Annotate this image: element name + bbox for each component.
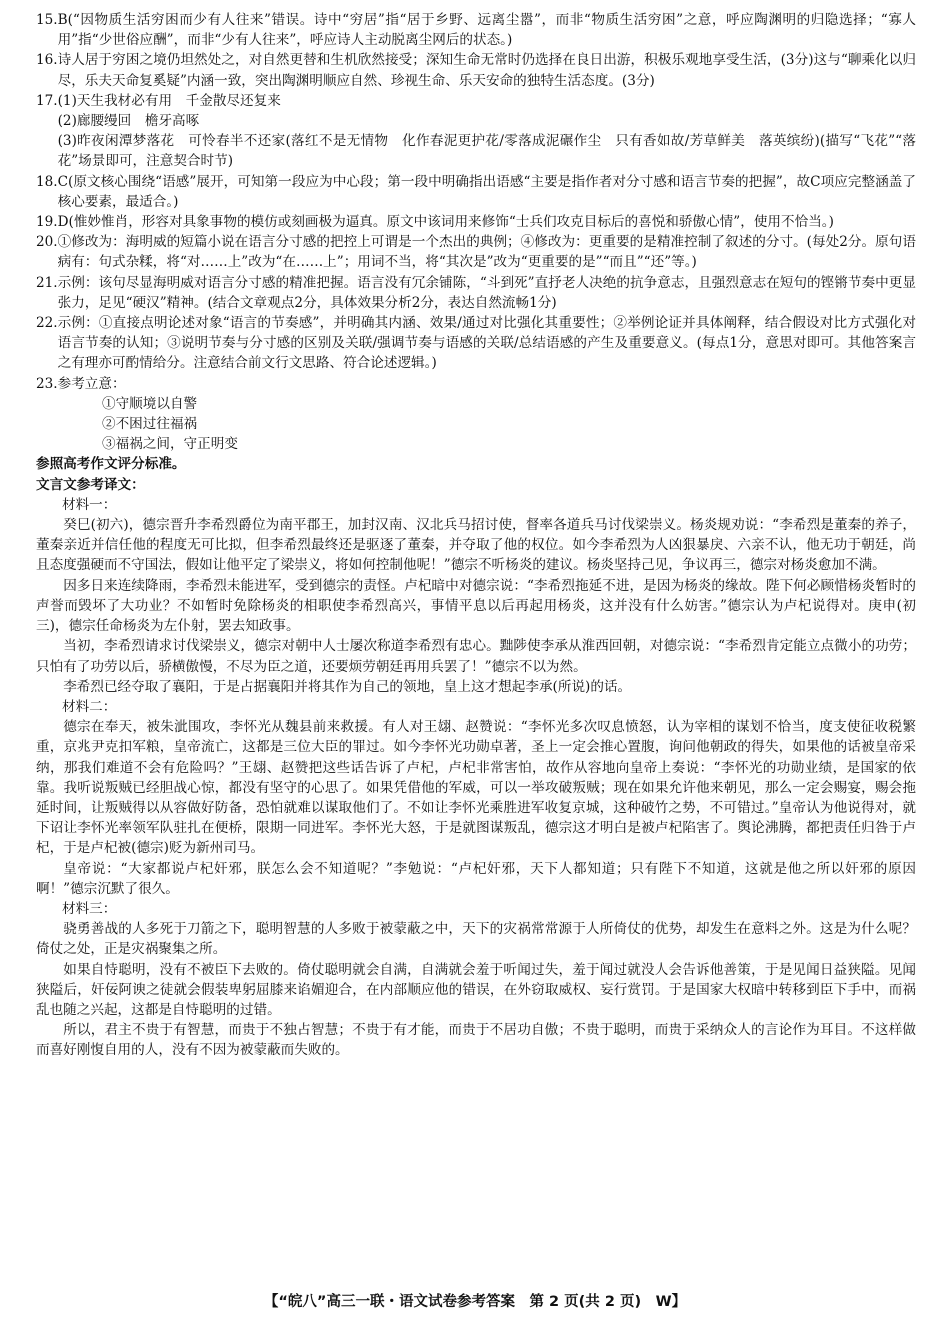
answer-text: ①修改为：海明威的短篇小说在语言分寸感的把控上可谓是一个杰出的典例；④修改为：更重要的是精准控制了叙述的分寸。(每处2分。原句语病有：句式杂糅，将“对……上”改为“在……上”；用词不当，将“其次是”改为“更重要的是”“而且”“还”等。) [57, 234, 916, 271]
criteria-heading: 参照高考作文评分标准。 [36, 456, 186, 473]
translation-paragraph: 因多日来连续降雨，李希烈未能进军，受到德宗的责怪。卢杞暗中对德宗说：“李希烈拖延不进，是因为杨炎的缘故。陛下何必顾惜杨炎暂时的声誉而毁坏了大功业？不如暂时免除杨炎的相职使李希烈高兴，事情平息以后再起用杨炎，这并没有什么妨害。”德宗认为卢杞说得对。庚申(初三)，德宗任命杨炎为左仆射，罢去知政事。 [36, 577, 916, 635]
answer-number: 16. [36, 52, 58, 69]
answer-text: C(原文核心围绕“语感”展开，可知第一段应为中心段；第一段中明确指出语感“主要是指作者对分寸感和语言节奏的把握”，故C项应完整涵盖了核心要素，最适合。) [57, 173, 916, 210]
answer-16 [36, 50, 916, 90]
translation-paragraph: 当初，李希烈请求讨伐梁崇义，德宗对朝中人士屡次称道李希烈有忠心。黜陟使李承从淮西回朝，对德宗说：“李希烈肯定能立点微小的功劳；只怕有了功劳以后，骄横傲慢，不尽为臣之道，还要烦劳朝廷再用兵罢了！”德宗不以为然。 [36, 638, 916, 675]
answer-number: 20. [36, 234, 58, 251]
answer-number: 18. [36, 173, 58, 190]
answer-page [36, 10, 916, 1061]
translation-paragraph: 癸巳(初六)，德宗晋升李希烈爵位为南平郡王，加封汉南、汉北兵马招讨使，督率各道兵马讨伐梁崇义。杨炎规劝说：“李希烈是董秦的养子，董秦亲近并信任他的程度无可比拟，但李希烈最终还是驱逐了董秦，并夺取了他的权位。如今李希烈为人凶狠暴戾、六亲不认，他无功于朝廷，尚且态度强硬而不守国法，假如让他平定了梁崇义，将如何控制他呢！”德宗不听杨炎的建议。杨炎坚持己见，争议再三，德宗对杨炎愈加不满。 [36, 517, 916, 574]
answer-20 [36, 232, 916, 272]
translation-paragraph: 所以，君主不贵于有智慧，而贵于不独占智慧；不贵于有才能，而贵于不居功自傲；不贵于聪明，而贵于采纳众人的言论作为耳目。不这样做而喜好刚愎自用的人，没有不因为被蒙蔽而失败的。 [36, 1022, 916, 1059]
translation-paragraph: 李希烈已经夺取了襄阳，于是占据襄阳并将其作为自己的领地，皇上这才想起李承(所说)的话。 [63, 678, 632, 695]
answer-text: 参考立意： [57, 375, 126, 392]
material-label: 材料三： [62, 900, 117, 917]
answer-text: 示例：①直接点明论述对象“语言的节奏感”，并明确其内涵、效果/通过对比强化其重要性；②举例论证并具体阐释，结合假设对比方式强化对语言节奏的认知；③说明节奏与分寸感的区别及关联/强调节奏与语感的关联/总结语感的产生及重要意义。(每点1分，意思对即可。其他答案言之有理亦可酌情给分。注意结合前文行文思路、符合论述逻辑。) [57, 315, 916, 372]
answer-18 [36, 172, 916, 212]
answer-17 [36, 91, 916, 172]
translation-heading: 文言文参考译文： [36, 476, 145, 493]
material-label: 材料二： [62, 698, 117, 715]
translation-paragraph: 皇帝说：“大家都说卢杞奸邪，朕怎么会不知道呢？”李勉说：“卢杞奸邪，天下人都知道；只有陛下不知道，这就是他之所以奸邪的原因啊！”德宗沉默了很久。 [36, 860, 916, 897]
answer-text: 示例：该句尽显海明威对语言分寸感的精准把握。语言没有冗余铺陈，“斗到死”直抒老人决绝的抗争意志，且强烈意志在短句的铿锵节奏中更显张力，足见“硬汉”精神。(结合文章观点2分，具体效果分析2分，表达自然流畅1分) [57, 274, 916, 311]
answer-lines [58, 91, 916, 172]
answer-text: B(“因物质生活穷困而少有人往来”错误。诗中“穷居”指“居于乡野、远离尘嚣”，而非“物质生活穷困”之意，呼应陶渊明的归隐选择；“寡人用”指“少世俗应酬”，而非“少有人往来”，呼应诗人主动脱离尘网后的状态。) [57, 12, 916, 49]
answer-number: 23. [36, 375, 58, 392]
answer-text: D(惟妙惟肖，形容对具象事物的模仿或刻画极为逼真。原文中该词用来修饰“士兵们攻克目标后的喜悦和骄傲心情”，使用不恰当。) [57, 214, 834, 231]
answer-19 [36, 212, 916, 232]
translation-paragraph: 如果自恃聪明，没有不被臣下去败的。倚仗聪明就会自满，自满就会羞于听闻过失，羞于闻过就没人会告诉他善策，于是见闻日益狭隘。见闻狭隘后，奸佞阿谀之徒就会假装卑躬屈膝来谄媚迎合，在内部顺应他的错误，在外窃取威权、妄行赏罚。于是国家大权暗中转移到臣下手中，而祸乱也随之兴起，这都是自恃聪明的过错。 [36, 961, 916, 1018]
essay-idea: ③福祸之间，守正明变 [102, 436, 238, 453]
essay-idea: ②不困过往福祸 [102, 416, 198, 433]
material-label: 材料一： [62, 496, 117, 513]
answer-number: 22. [36, 315, 58, 332]
answer-text: 诗人居于穷困之境仍坦然处之，对自然更替和生机欣然接受；深知生命无常时仍选择在良日出游，积极乐观地享受生活，(3分)这与“聊乘化以归尽，乐夫天命复奚疑”内涵一致，突出陶渊明顺应自然、珍视生命、乐天安命的独特生活态度。(3分) [57, 52, 916, 89]
answer-22 [36, 313, 916, 374]
answer-number: 19. [36, 214, 58, 231]
answer-21 [36, 273, 916, 313]
answer-line: (3)昨夜闲潭梦落花 可怜春半不还家(落红不是无情物 化作春泥更护花/零落成泥碾作尘 只有香如故/芳草鲜美 落英缤纷)(描写“飞花”“落花”场景即可，注意契合时节) [57, 133, 916, 170]
answer-number: 21. [36, 274, 58, 291]
translation-paragraph: 德宗在奉天，被朱泚围攻，李怀光从魏县前来救援。有人对王翃、赵赞说：“李怀光多次叹息愤怒，认为宰相的谋划不恰当，度支使征收税繁重，京兆尹克扣军粮，皇帝流亡，这都是三位大臣的罪过。如今李怀光功勋卓著，圣上一定会推心置腹，询问他朝政的得失，如果他的话被皇帝采纳，那我们难道不会有危险吗？”王翃、赵赞把这些话告诉了卢杞，卢杞非常害怕，故作从容地向皇帝上奏说：“李怀光的功勋业绩，是国家的依靠。我听说叛贼已经胆战心惊，都没有坚守的心思了。如果凭借他的军威，可以一举攻破叛贼；现在如果允许他来朝见，那么一定会赐宴，赐会拖延时间，让叛贼得以从容做好防备，恐怕就难以谋取他们了。不如让李怀光乘胜进军收复京城，这种破竹之势，不可错过。”皇帝认为他说得对，就下诏让李怀光率领军队驻扎在便桥，限期一同进军。李怀光大怒，于是就图谋叛乱，德宗这才明白是被卢杞陷害了。舆论沸腾，都把责任归咎于卢杞，于是卢杞被(德宗)贬为新州司马。 [36, 719, 916, 857]
answer-15 [36, 10, 916, 50]
translation-paragraph: 骁勇善战的人多死于刀箭之下，聪明智慧的人多败于被蒙蔽之中，天下的灾祸常常源于人所倚仗的优势，却发生在意料之外。这是为什么呢？倚仗之处，正是灾祸聚集之所。 [36, 921, 916, 958]
essay-idea: ①守顺境以自警 [102, 395, 198, 412]
answer-number: 17. [36, 92, 58, 109]
page-footer: 【“皖八”高三一联・语文试卷参考答案 第 2 页(共 2 页) W】 [263, 1294, 687, 1310]
answer-line: (1)天生我材必有用 千金散尽还复来 [57, 92, 281, 109]
answer-line: (2)廊腰缦回 檐牙高啄 [57, 113, 200, 130]
answer-23 [36, 374, 916, 394]
answer-number: 15. [36, 12, 58, 28]
